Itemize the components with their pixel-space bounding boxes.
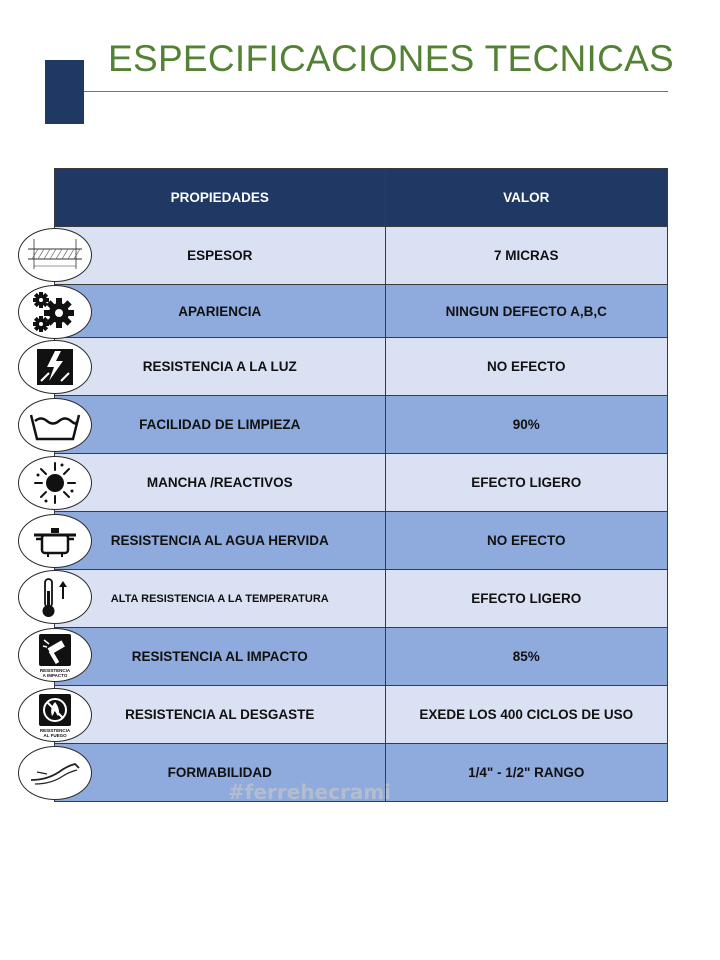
title-accent-block xyxy=(45,60,84,124)
value-cell: EXEDE LOS 400 CICLOS DE USO xyxy=(385,686,667,744)
table-row xyxy=(55,570,668,628)
table-row xyxy=(55,512,668,570)
property-cell: FACILIDAD DE LIMPIEZA xyxy=(55,396,386,454)
watermark: #ferrehecrami xyxy=(228,780,392,804)
value-cell: 7 MICRAS xyxy=(385,227,667,285)
table-row xyxy=(55,338,668,396)
specifications-table xyxy=(54,168,668,802)
property-cell: ESPESOR xyxy=(55,227,386,285)
stain-splash-icon xyxy=(18,456,92,510)
property-cell: ALTA RESISTENCIA A LA TEMPERATURA xyxy=(55,570,386,628)
gears-icon xyxy=(18,285,92,339)
bend-profile-icon xyxy=(18,746,92,800)
value-cell: EFECTO LIGERO xyxy=(385,454,667,512)
title-divider xyxy=(84,91,668,92)
table-row xyxy=(55,628,668,686)
table-row xyxy=(55,227,668,285)
wash-basin-icon xyxy=(18,398,92,452)
table-header-row xyxy=(55,169,668,227)
property-cell: RESISTENCIA A LA LUZ xyxy=(55,338,386,396)
value-cell: NO EFECTO xyxy=(385,512,667,570)
table-row xyxy=(55,396,668,454)
table-row xyxy=(55,686,668,744)
value-cell: NO EFECTO xyxy=(385,338,667,396)
property-cell: RESISTENCIA AL IMPACTO xyxy=(55,628,386,686)
value-cell: 85% xyxy=(385,628,667,686)
property-cell: RESISTENCIA AL AGUA HERVIDA xyxy=(55,512,386,570)
property-cell: FORMABILIDAD xyxy=(55,744,386,802)
impact-hammer-icon xyxy=(18,628,92,682)
table-row xyxy=(55,454,668,512)
value-cell: 1/4" - 1/2" RANGO xyxy=(385,744,667,802)
property-cell: RESISTENCIA AL DESGASTE xyxy=(55,686,386,744)
svg-text:RESISTENCIA: RESISTENCIA xyxy=(39,668,71,673)
value-cell: EFECTO LIGERO xyxy=(385,570,667,628)
boiling-pot-icon xyxy=(18,514,92,568)
thermometer-icon xyxy=(18,570,92,624)
svg-text:A IMPACTO: A IMPACTO xyxy=(42,673,68,678)
header-value: VALOR xyxy=(385,169,667,227)
svg-text:AL FUEGO: AL FUEGO xyxy=(43,733,67,738)
value-cell: NINGUN DEFECTO A,B,C xyxy=(385,285,667,338)
light-resistance-icon xyxy=(18,340,92,394)
page-title: ESPECIFICACIONES TECNICAS xyxy=(108,38,675,79)
value-cell: 90% xyxy=(385,396,667,454)
no-fire-icon xyxy=(18,688,92,742)
header-properties: PROPIEDADES xyxy=(55,169,386,227)
svg-text:RESISTENCIA: RESISTENCIA xyxy=(39,728,71,733)
property-cell: MANCHA /REACTIVOS xyxy=(55,454,386,512)
table-row xyxy=(55,285,668,338)
thickness-gauge-icon xyxy=(18,228,92,282)
property-cell: APARIENCIA xyxy=(55,285,386,338)
